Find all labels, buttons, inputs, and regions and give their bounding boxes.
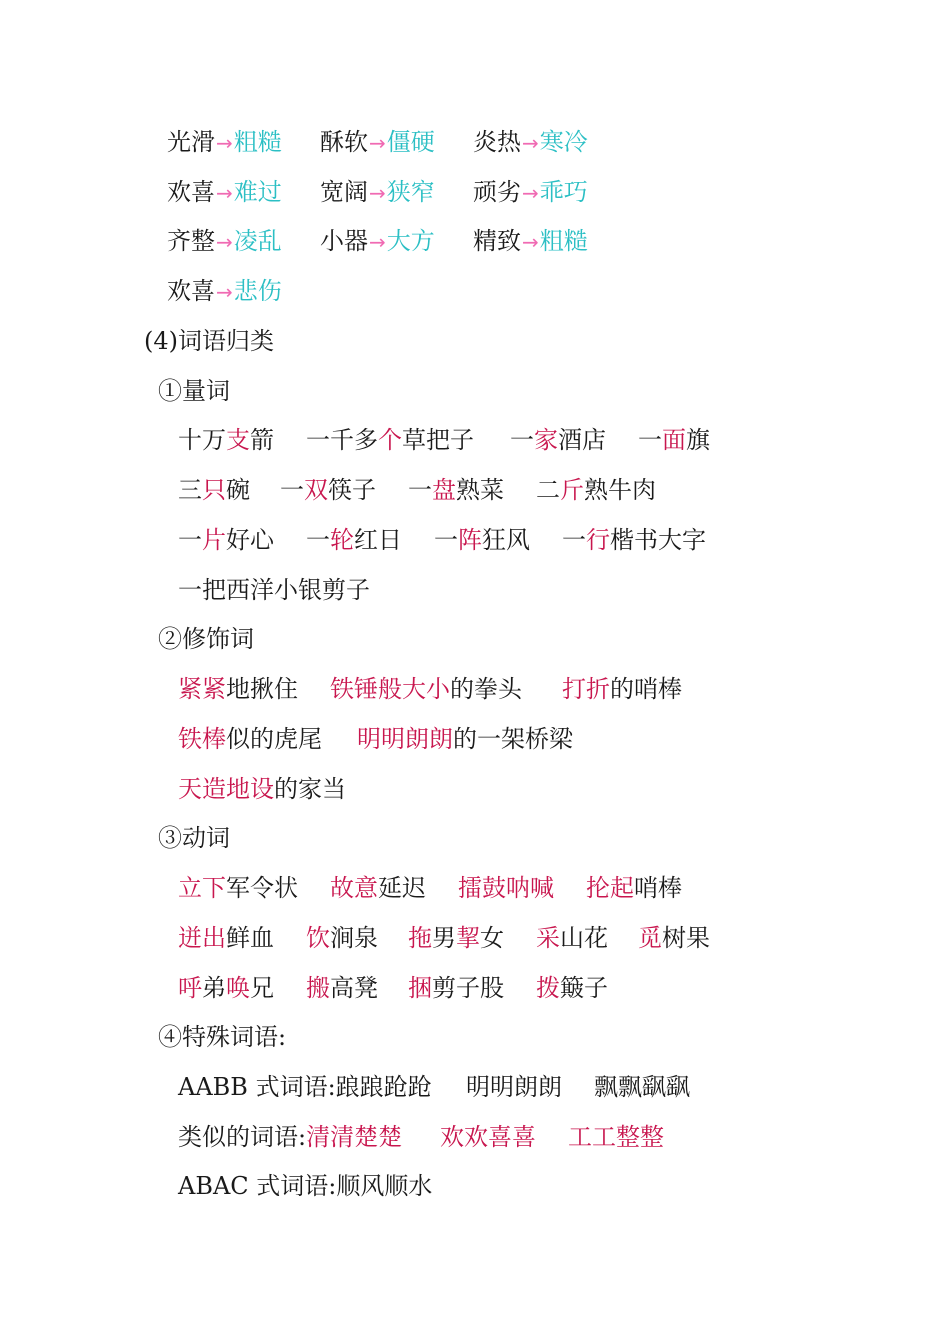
plain-text: 草把子 [402, 426, 474, 454]
highlight-text: 只 [202, 476, 226, 504]
arrow-icon: → [369, 131, 386, 155]
highlight-text: 明明朗朗 [357, 725, 453, 753]
plain-text: 楷书大字 [610, 526, 706, 554]
plain-text: 鲜血 [226, 924, 274, 952]
special-phrase [466, 1069, 562, 1105]
antonym-answer: 寒冷 [539, 128, 588, 156]
subsection-heading [158, 820, 230, 856]
highlight-text: 抡起 [586, 874, 634, 902]
plain-text: 三 [178, 476, 202, 504]
plain-text: AABB 式词语:踉踉跄跄 [178, 1073, 432, 1101]
measure-phrase [536, 472, 656, 508]
special-phrase [178, 1168, 432, 1204]
highlight-text: 饮 [306, 924, 330, 952]
subsection-heading-text: ①量词 [158, 377, 230, 405]
highlight-text: 铁锤般大小 [330, 675, 450, 703]
highlight-text: 拖 [408, 924, 432, 952]
plain-text: 一 [306, 526, 330, 554]
measure-phrase [178, 472, 250, 508]
verb-phrase [536, 970, 608, 1006]
plain-text: 二 [536, 476, 560, 504]
verb-phrase [408, 970, 504, 1006]
plain-text: 山花 [560, 924, 608, 952]
antonym-answer: 大方 [386, 227, 435, 255]
antonym-word: 顽劣 [473, 178, 521, 206]
plain-text: 飘飘飖飖 [594, 1073, 690, 1101]
plain-text: 簸子 [560, 974, 608, 1002]
highlight-text: 天造地设 [178, 775, 274, 803]
verb-phrase [178, 920, 274, 956]
subsection-heading-text: ③动词 [158, 824, 230, 852]
verb-phrase [306, 970, 378, 1006]
antonym-word: 炎热 [473, 128, 521, 156]
antonym-pair [473, 223, 588, 259]
highlight-text: 清清楚楚 [306, 1123, 403, 1151]
antonym-pair [473, 174, 588, 210]
antonym-answer: 粗糙 [233, 128, 282, 156]
plain-text: 熟牛肉 [584, 476, 656, 504]
plain-text: 高凳 [330, 974, 378, 1002]
antonym-answer: 粗糙 [539, 227, 588, 255]
subsection-heading-text: ④特殊词语: [158, 1023, 287, 1051]
highlight-text: 打折 [562, 675, 610, 703]
antonym-pair [320, 223, 435, 259]
highlight-text: 故意 [330, 874, 378, 902]
verb-phrase [306, 920, 378, 956]
measure-phrase [638, 422, 710, 458]
plain-text: ABAC 式词语:顺风顺水 [178, 1172, 433, 1200]
plain-text: 熟菜 [456, 476, 504, 504]
antonym-word: 光滑 [167, 128, 215, 156]
highlight-text: 家 [534, 426, 558, 454]
measure-phrase [510, 422, 606, 458]
antonym-pair [167, 273, 282, 309]
verb-phrase [638, 920, 710, 956]
highlight-text: 唤 [226, 974, 250, 1002]
verb-phrase [586, 870, 682, 906]
plain-text: 的拳头 [450, 675, 522, 703]
plain-text: 剪子股 [432, 974, 504, 1002]
highlight-text: 斤 [560, 476, 584, 504]
plain-text: 旗 [686, 426, 710, 454]
special-phrase [178, 1119, 402, 1155]
plain-text: 好心 [226, 526, 274, 554]
arrow-icon: → [522, 230, 539, 254]
measure-phrase [178, 422, 274, 458]
modifier-phrase [562, 671, 682, 707]
highlight-text: 双 [304, 476, 328, 504]
modifier-phrase [357, 721, 573, 757]
highlight-text: 个 [378, 426, 402, 454]
plain-text: 一 [178, 526, 202, 554]
highlight-text: 阵 [458, 526, 482, 554]
special-phrase [178, 1069, 432, 1105]
arrow-icon: → [216, 181, 233, 205]
plain-text: 树果 [662, 924, 710, 952]
antonym-word: 欢喜 [167, 178, 215, 206]
modifier-phrase [178, 671, 298, 707]
highlight-text: 擂鼓呐喊 [458, 874, 554, 902]
section-heading [144, 323, 274, 359]
plain-text: 的家当 [274, 775, 346, 803]
plain-text: 延迟 [378, 874, 426, 902]
subsection-heading-text: ②修饰词 [158, 625, 254, 653]
antonym-pair [167, 174, 282, 210]
plain-text: 明明朗朗 [466, 1073, 562, 1101]
plain-text: 的哨棒 [610, 675, 682, 703]
highlight-text: 铁棒 [178, 725, 226, 753]
plain-text: 一 [638, 426, 662, 454]
arrow-icon: → [216, 131, 233, 155]
measure-phrase [434, 522, 530, 558]
antonym-pair [167, 124, 282, 160]
plain-text: 一千多 [306, 426, 378, 454]
antonym-word: 齐整 [167, 227, 215, 255]
antonym-answer: 乖巧 [539, 178, 588, 206]
highlight-text: 面 [662, 426, 686, 454]
modifier-phrase [330, 671, 522, 707]
antonym-pair [167, 223, 282, 259]
antonym-answer: 难过 [233, 178, 282, 206]
plain-text: 筷子 [328, 476, 376, 504]
plain-text: 箭 [250, 426, 274, 454]
plain-text: 兄 [250, 974, 274, 1002]
plain-text: 一 [562, 526, 586, 554]
plain-text: 一 [280, 476, 304, 504]
measure-phrase [178, 572, 370, 608]
measure-phrase [280, 472, 376, 508]
highlight-text: 搬 [306, 974, 330, 1002]
verb-phrase [178, 970, 274, 1006]
antonym-word: 小器 [320, 227, 368, 255]
antonym-pair [320, 124, 435, 160]
plain-text: 碗 [226, 476, 250, 504]
highlight-text: 觅 [638, 924, 662, 952]
antonym-answer: 狭窄 [386, 178, 435, 206]
subsection-heading [158, 621, 254, 657]
plain-text: 红日 [354, 526, 402, 554]
highlight-text: 盘 [432, 476, 456, 504]
measure-phrase [306, 422, 474, 458]
plain-text: 一 [408, 476, 432, 504]
plain-text: 弟 [202, 974, 226, 1002]
arrow-icon: → [369, 230, 386, 254]
special-phrase [594, 1069, 690, 1105]
highlight-text: 挈 [456, 924, 480, 952]
verb-phrase [408, 920, 504, 956]
antonym-word: 欢喜 [167, 277, 215, 305]
highlight-text: 紧紧 [178, 675, 226, 703]
highlight-text: 采 [536, 924, 560, 952]
plain-text: 的一架桥梁 [453, 725, 573, 753]
measure-phrase [178, 522, 274, 558]
antonym-answer: 悲伤 [233, 277, 282, 305]
plain-text: 似的虎尾 [226, 725, 322, 753]
antonym-answer: 僵硬 [386, 128, 435, 156]
verb-phrase [330, 870, 426, 906]
plain-text: 类似的词语: [178, 1123, 307, 1151]
antonym-word: 精致 [473, 227, 521, 255]
arrow-icon: → [522, 131, 539, 155]
plain-text: 一 [434, 526, 458, 554]
plain-text: 十万 [178, 426, 226, 454]
antonym-pair [473, 124, 588, 160]
antonym-word: 宽阔 [320, 178, 368, 206]
plain-text: 地揪住 [226, 675, 298, 703]
highlight-text: 支 [226, 426, 250, 454]
highlight-text: 行 [586, 526, 610, 554]
section-heading-text: (4)词语归类 [144, 327, 274, 355]
subsection-heading [158, 1019, 286, 1055]
plain-text: 男 [432, 924, 456, 952]
plain-text: 哨棒 [634, 874, 682, 902]
arrow-icon: → [369, 181, 386, 205]
plain-text: 女 [480, 924, 504, 952]
arrow-icon: → [216, 230, 233, 254]
special-phrase [440, 1119, 536, 1155]
special-phrase [568, 1119, 664, 1155]
antonym-answer: 凌乱 [233, 227, 282, 255]
arrow-icon: → [522, 181, 539, 205]
modifier-phrase [178, 771, 346, 807]
measure-phrase [408, 472, 504, 508]
antonym-pair [320, 174, 435, 210]
plain-text: 军令状 [226, 874, 298, 902]
highlight-text: 工工整整 [568, 1123, 664, 1151]
verb-phrase [178, 870, 298, 906]
highlight-text: 立下 [178, 874, 226, 902]
subsection-heading [158, 373, 230, 409]
highlight-text: 片 [202, 526, 226, 554]
plain-text: 一把西洋小银剪子 [178, 576, 370, 604]
modifier-phrase [178, 721, 322, 757]
plain-text: 狂风 [482, 526, 530, 554]
antonym-word: 酥软 [320, 128, 368, 156]
plain-text: 涧泉 [330, 924, 378, 952]
highlight-text: 迸出 [178, 924, 226, 952]
verb-phrase [458, 870, 554, 906]
highlight-text: 捆 [408, 974, 432, 1002]
measure-phrase [306, 522, 402, 558]
highlight-text: 欢欢喜喜 [440, 1123, 536, 1151]
measure-phrase [562, 522, 706, 558]
plain-text: 酒店 [558, 426, 606, 454]
highlight-text: 拨 [536, 974, 560, 1002]
plain-text: 一 [510, 426, 534, 454]
highlight-text: 轮 [330, 526, 354, 554]
verb-phrase [536, 920, 608, 956]
highlight-text: 呼 [178, 974, 202, 1002]
arrow-icon: → [216, 280, 233, 304]
